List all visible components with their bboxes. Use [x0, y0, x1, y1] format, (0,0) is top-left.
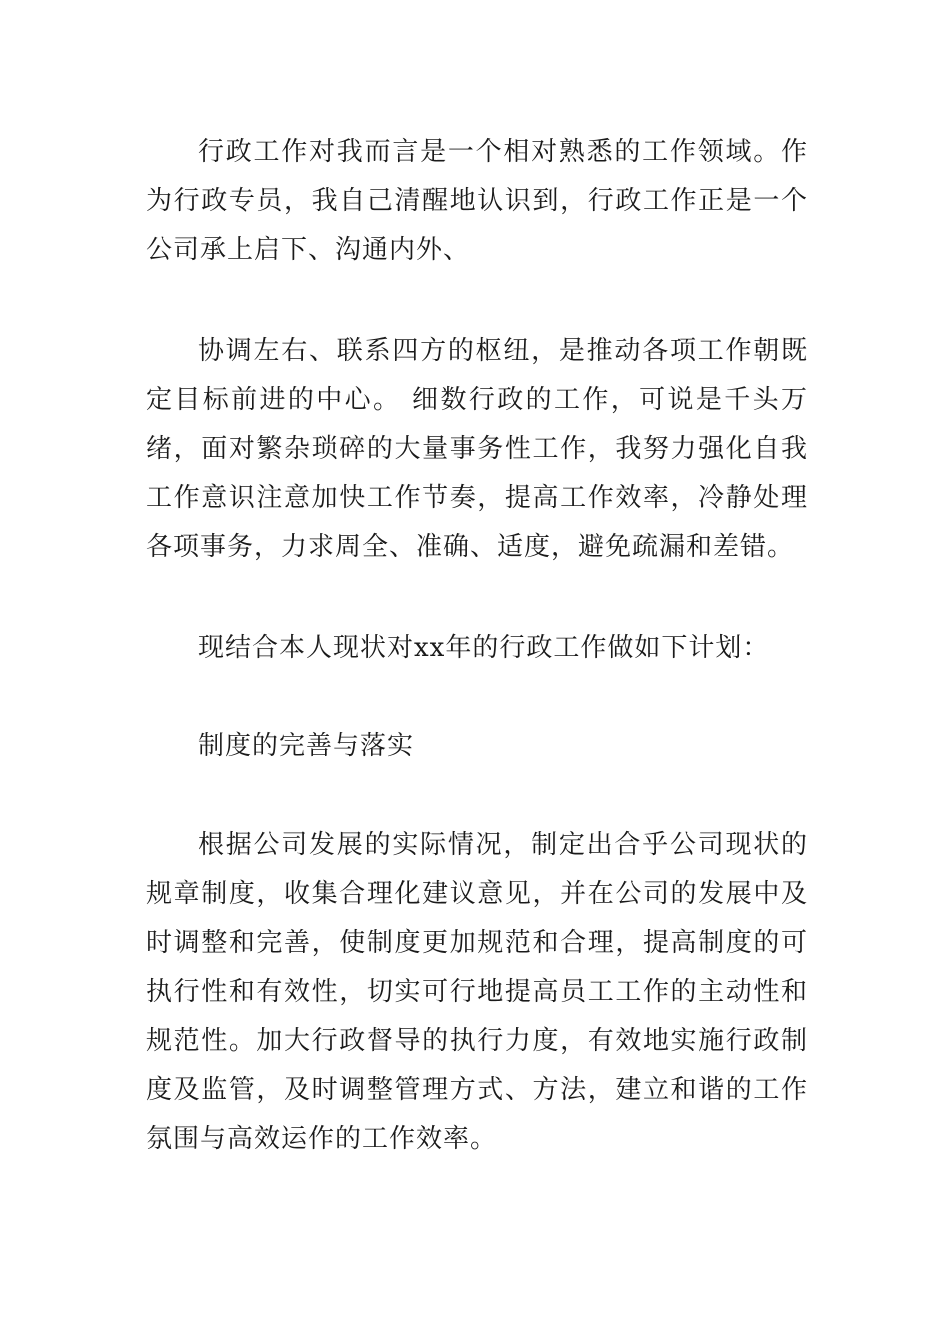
section-heading: 制度的完善与落实 [198, 731, 415, 761]
paragraph-plan-intro: 现结合本人现状对xx年的行政工作做如下计划： [198, 633, 770, 663]
paragraph-system-improvement: 根据公司发展的实际情况，制定出合乎公司现状的规章制度，收集合理化建议意见，并在公司的发展中及时调整和完善，使制度更加规范和合理，提高制度的可执行性和有效性，切实可行地提高员工工作的主动性和规范性。加大行政督导的执行力度，有效地实施行政制度及监管，及时调整管理方式、方法，建立和谐的工作氛围与高效运作的工作效率。 [146, 830, 808, 1154]
paragraph-intro: 行政工作对我而言是一个相对熟悉的工作领域。作为行政专员，我自己清醒地认识到，行政工作正是一个公司承上启下、沟通内外、 [146, 137, 808, 265]
paragraph-coordination: 协调左右、联系四方的枢纽，是推动各项工作朝既定目标前进的中心。 细数行政的工作，可说是千头万绪，面对繁杂琐碎的大量事务性工作，我努力强化自我工作意识注意加快工作节奏，提高工作效率，冷静处理各项事务，力求周全、准确、适度，避免疏漏和差错。 [146, 336, 808, 562]
